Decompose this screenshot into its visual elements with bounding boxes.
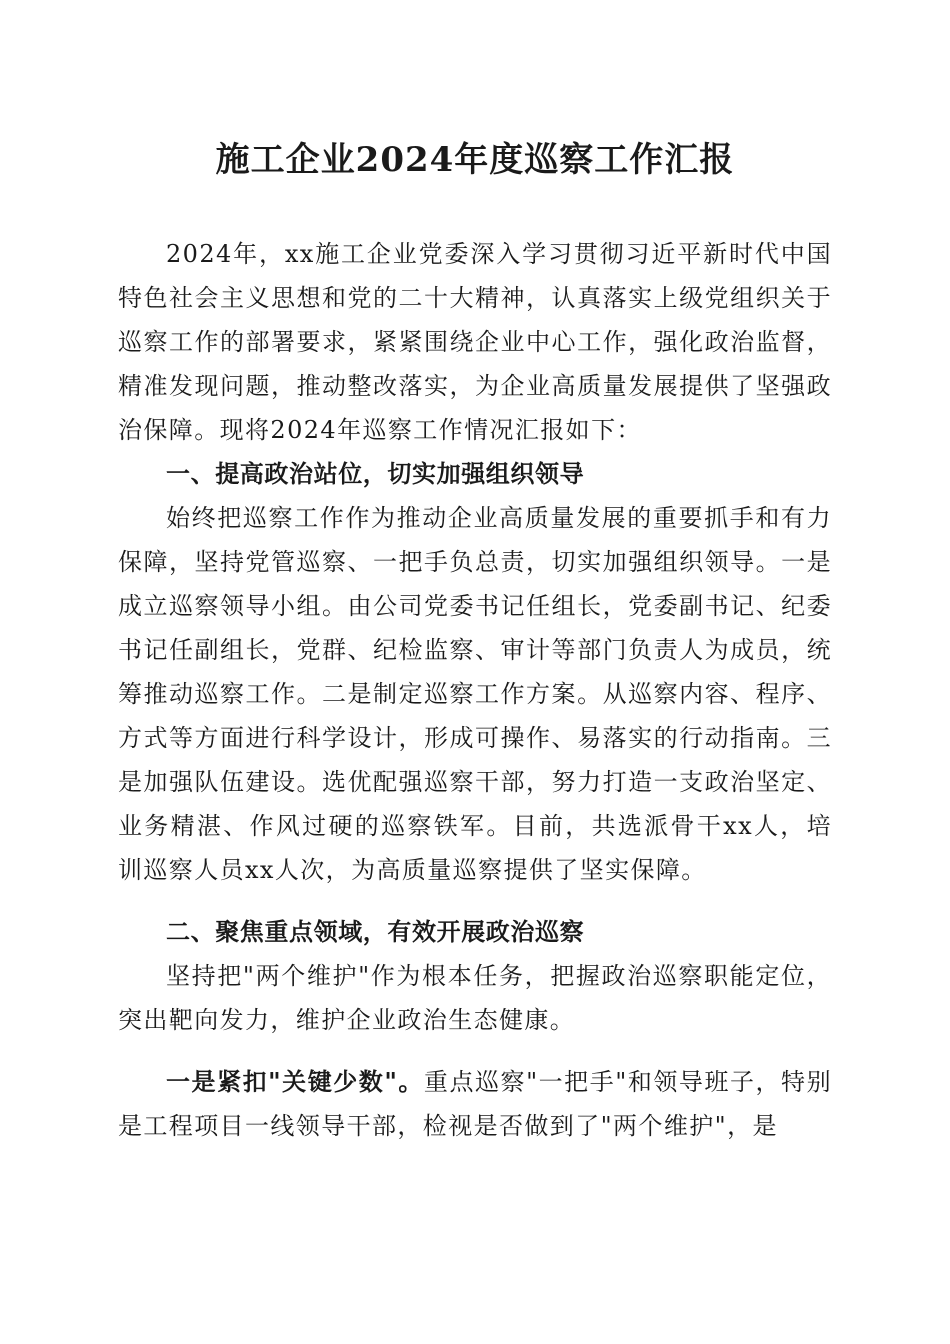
section-2-heading: 二、聚焦重点领域，有效开展政治巡察 (166, 918, 585, 946)
section-2-paragraph: 坚持把"两个维护"作为根本任务，把握政治巡察职能定位，突出靶向发力，维护企业政治生态健康。 (118, 962, 832, 1034)
intro-paragraph: 2024年，xx施工企业党委深入学习贯彻习近平新时代中国特色社会主义思想和党的二十大精神，认真落实上级党组织关于巡察工作的部署要求，紧紧围绕企业中心工作，强化政治监督，精准发现问题，推动整改落实，为企业高质量发展提供了坚强政治保障。现将2024年巡察工作情况汇报如下： (118, 240, 832, 444)
document-body (118, 232, 832, 1148)
section-1-heading: 一、提高政治站位，切实加强组织领导 (166, 460, 585, 488)
point-1-lead: 一是紧扣"关键少数"。 (166, 1067, 424, 1096)
section-2-point-1 (118, 1060, 832, 1148)
point-1-text: 重点巡察"一把手"和领导班子，特别是工程项目一线领导干部，检视是否做到了"两个维护"，是 (118, 1068, 832, 1140)
document-title: 施工企业2024年度巡察工作汇报 (215, 140, 735, 180)
section-1-paragraph: 始终把巡察工作作为推动企业高质量发展的重要抓手和有力保障，坚持党管巡察、一把手负总责，切实加强组织领导。一是成立巡察领导小组。由公司党委书记任组长，党委副书记、纪委书记任副组长，党群、纪检监察、审计等部门负责人为成员，统筹推动巡察工作。二是制定巡察工作方案。从巡察内容、程序、方式等方面进行科学设计，形成可操作、易落实的行动指南。三是加强队伍建设。选优配强巡察干部，努力打造一支政治坚定、业务精湛、作风过硬的巡察铁军。目前，共选派骨干xx人，培训巡察人员xx人次，为高质量巡察提供了坚实保障。 (118, 504, 832, 884)
